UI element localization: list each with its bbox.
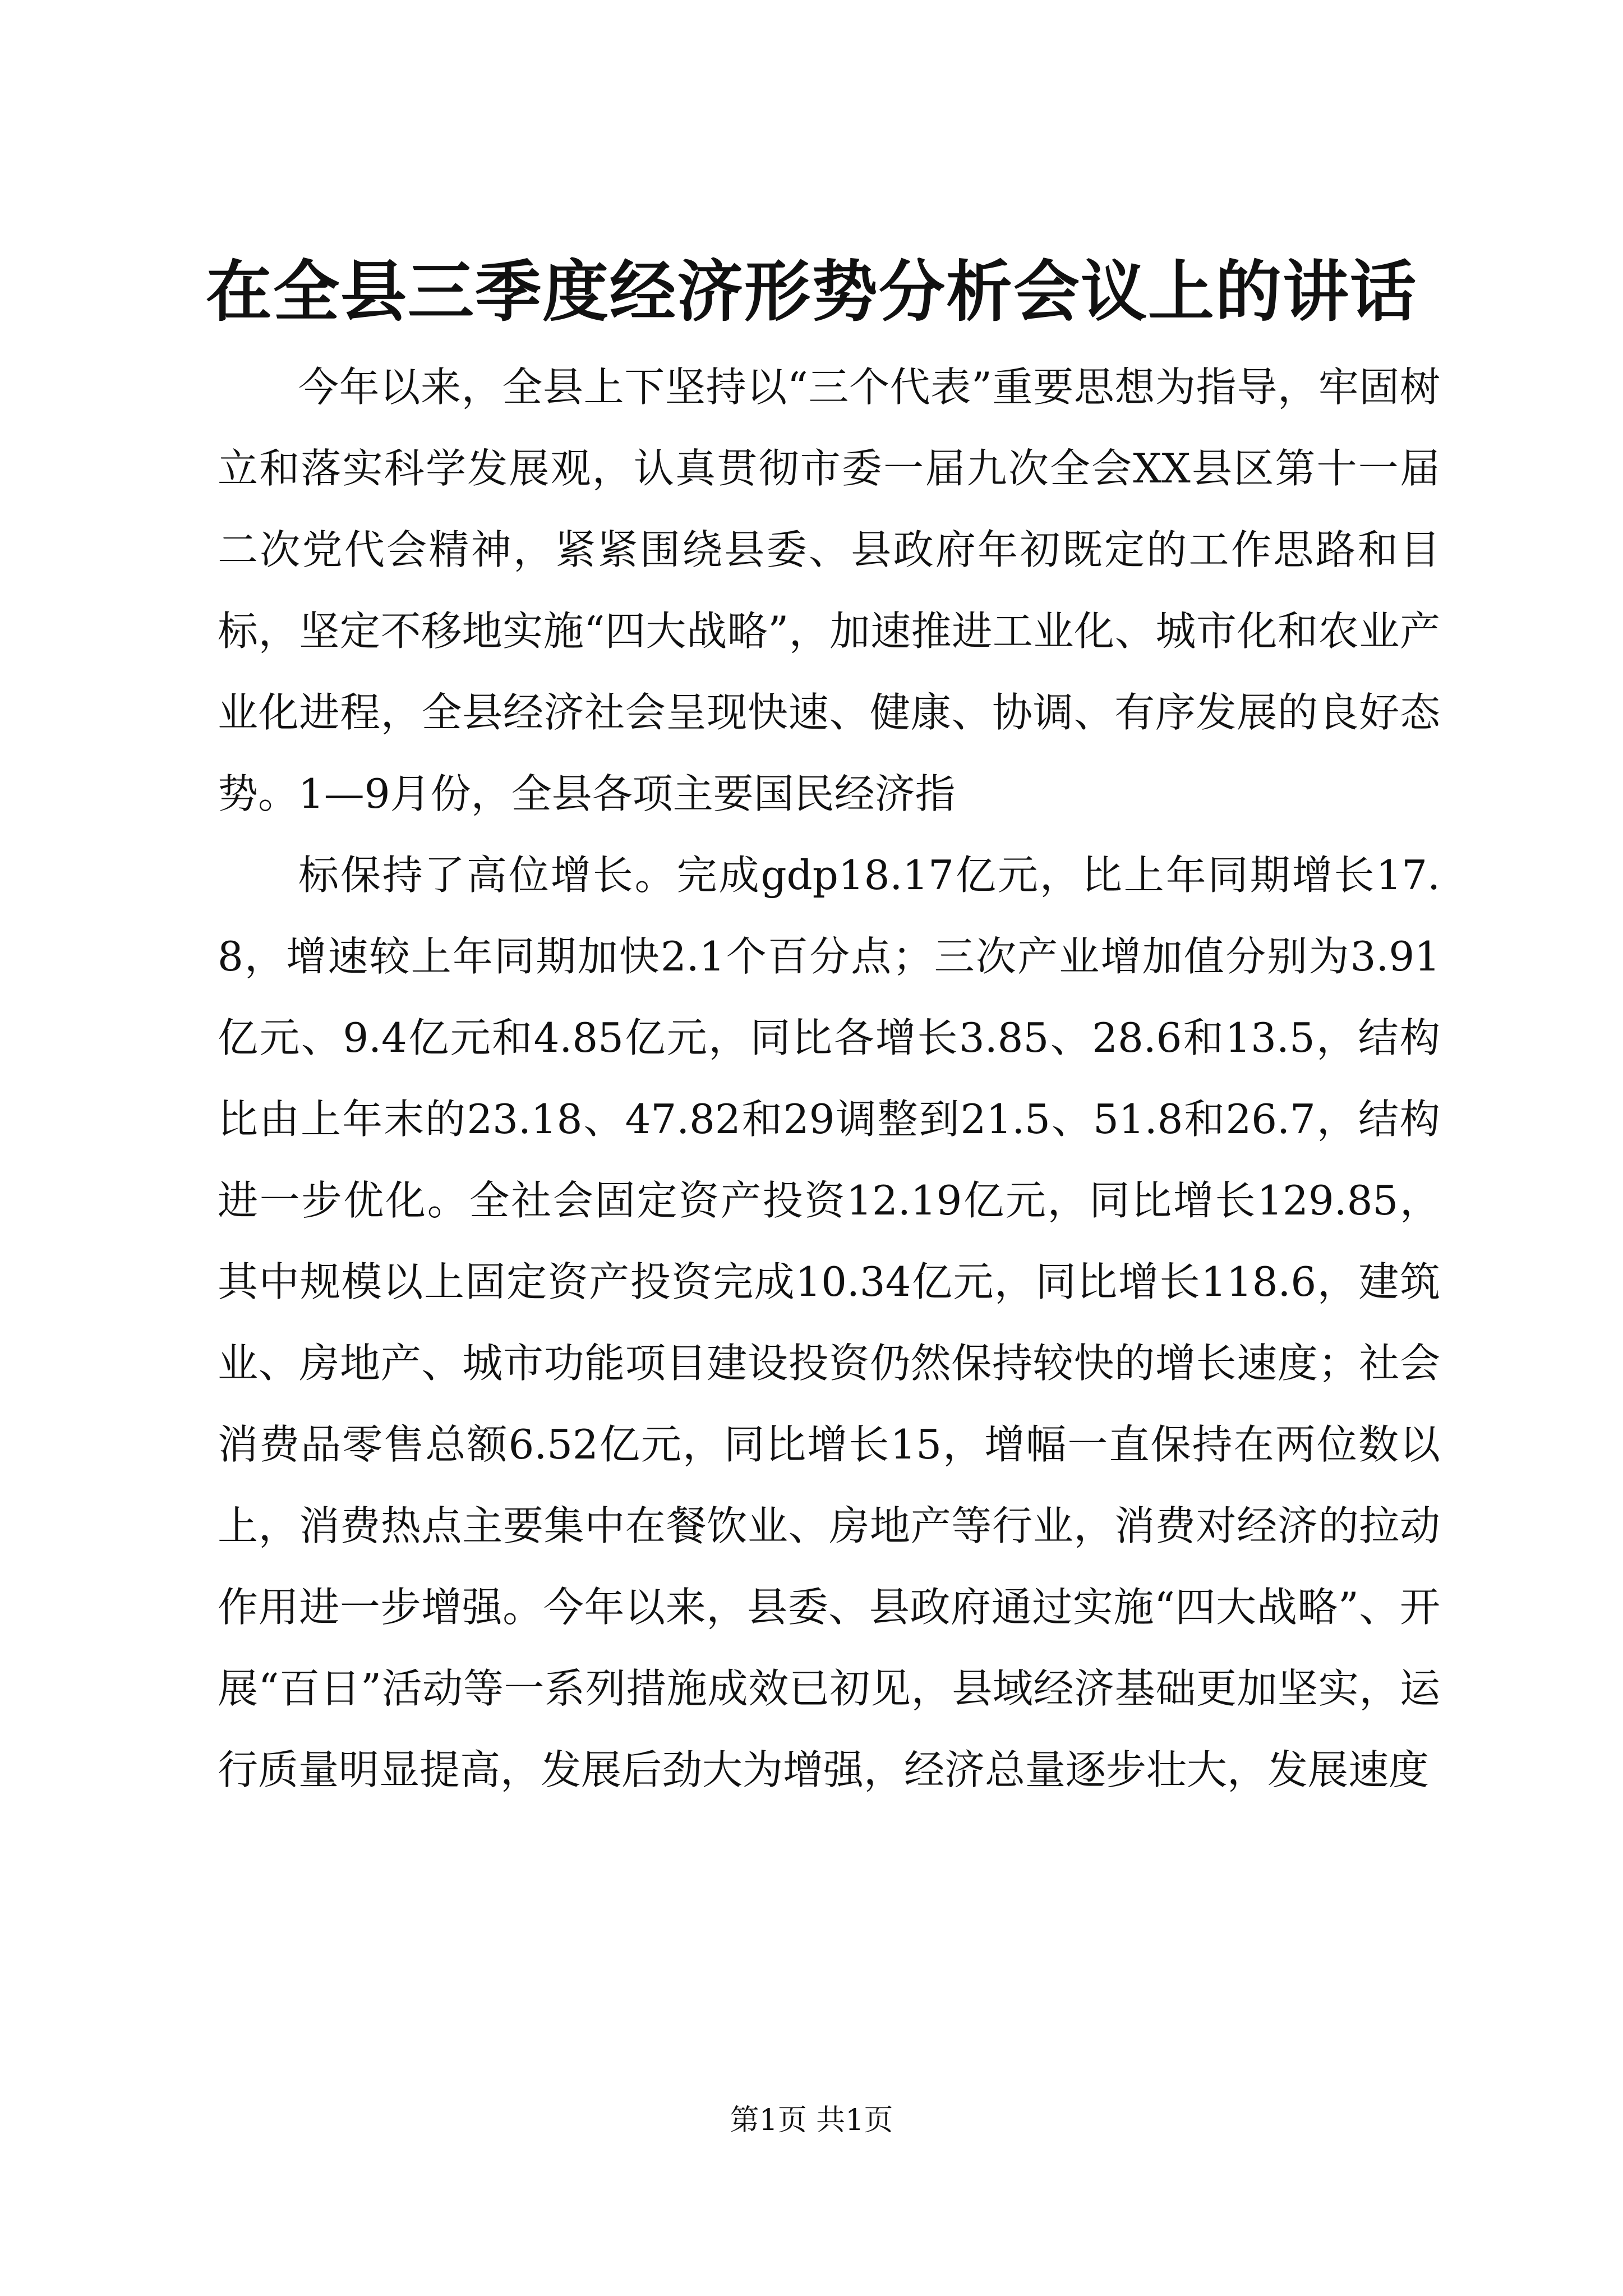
page-footer: 第1页 共1页 bbox=[730, 2104, 893, 2137]
document-body bbox=[218, 347, 1440, 1811]
paragraph-2: 标保持了高位增长。完成gdp18.17亿元，比上年同期增长17.8，增速较上年同期加快2.1个百分点；三次产业增加值分别为3.91亿元、9.4亿元和4.85亿元，同比各增长3.85、28.6和13.5，结构比由上年末的23.18、47.82和29调整到21.5、51.8和26.7，结构进一步优化。全社会固定资产投资12.19亿元，同比增长129.85，其中规模以上固定资产投资完成10.34亿元，同比增长118.6，建筑业、房地产、城市功能项目建设投资仍然保持较快的增长速度；社会消费品零售总额6.52亿元，同比增长15，增幅一直保持在两位数以上，消费热点主要集中在餐饮业、房地产等行业，消费对经济的拉动作用进一步增强。今年以来，县委、县政府通过实施“四大战略”、开展“百日”活动等一系列措施成效已初见，县域经济基础更加坚实，运行质量明显提高，发展后劲大为增强，经济总量逐步壮大，发展速度 bbox=[218, 852, 1440, 1793]
paragraph-1: 今年以来，全县上下坚持以“三个代表”重要思想为指导，牢固树立和落实科学发展观，认真贯彻市委一届九次全会XX县区第十一届二次党代会精神，紧紧围绕县委、县政府年初既定的工作思路和目标，坚定不移地实施“四大战略”，加速推进工业化、城市化和农业产业化进程，全县经济社会呈现快速、健康、协调、有序发展的良好态势。1—9月份，全县各项主要国民经济指 bbox=[218, 364, 1440, 817]
document-title: 在全县三季度经济形势分析会议上的讲话 bbox=[205, 252, 1417, 330]
